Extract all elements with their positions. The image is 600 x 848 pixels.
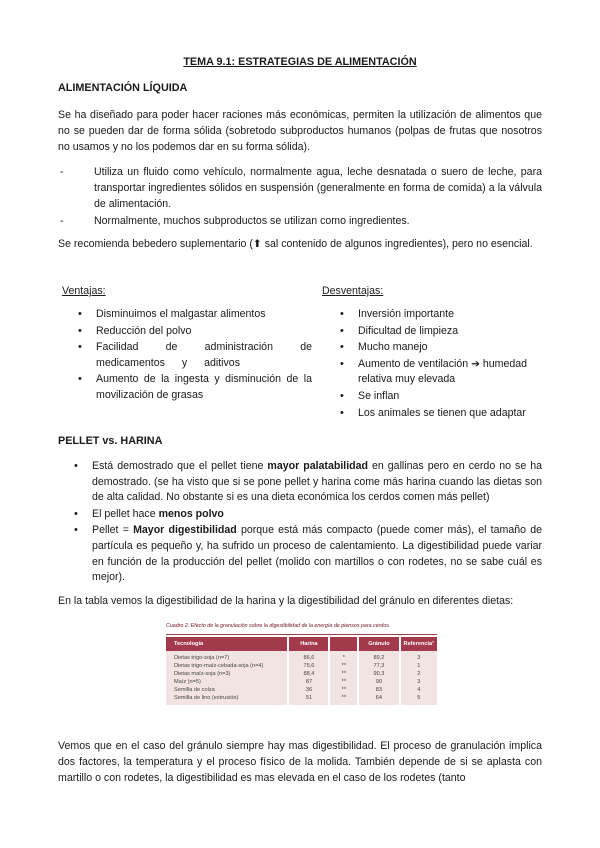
table-row <box>166 651 437 662</box>
table-row <box>166 662 437 670</box>
table-cell: 90,3 <box>358 670 399 678</box>
table-caption: Cuadro 2. Efecto de la granulación sobre la digestibilidad de la energía de piensos para cerdos. <box>166 623 391 629</box>
advantage-item: • Aumento de la ingesta y disminución de la movilización de grasas <box>74 372 312 403</box>
table-cell: Maíz (n=5) <box>166 678 288 686</box>
document-title: TEMA 9.1: ESTRATEGIAS DE ALIMENTACIÓN <box>183 56 417 68</box>
table-cell: 5 <box>400 694 437 705</box>
table-cell: Dietas trigo-soja (n=7) <box>166 651 288 662</box>
table-row <box>166 678 437 686</box>
table-cell: 64 <box>358 694 399 705</box>
table-cell: * <box>329 651 358 662</box>
table-row <box>166 694 437 705</box>
table-cell: 51 <box>288 694 329 705</box>
table-rule <box>166 634 437 635</box>
pellet-item: • El pellet hace menos polvo <box>70 507 542 523</box>
table-cell: ** <box>329 694 358 705</box>
header-cell: Tecnología <box>166 637 288 651</box>
table-cell: ** <box>329 686 358 694</box>
header-cell: Gránulo <box>358 637 399 651</box>
section-heading-pellet: PELLET vs. HARINA <box>58 435 163 447</box>
disadvantages-list <box>336 307 546 422</box>
header-cell: Harina <box>288 637 329 651</box>
table-cell: 89,2 <box>358 651 399 662</box>
pellet-item: • Está demostrado que el pellet tiene mayor palatabilidad en gallinas pero en cerdo no se ha demostrado. (se ha visto que si se pone pellet y harina come más harina cuando las dietas son de alta calidad. No obstante si es una dieta económica los cerdos comen más pellet) <box>70 459 542 506</box>
table-cell: Semilla de colza <box>166 686 288 694</box>
table-cell: 3 <box>400 678 437 686</box>
table-header-row <box>166 637 437 651</box>
intro-paragraph: Se ha diseñado para poder hacer raciones más económicas, permiten la utilización de alimentos que no se pueden dar de forma sólida (sobretodo subproductos humanos (polpas de frutas que nosotros no usamos y no los podemos dar en su forma sólida). <box>58 109 542 153</box>
disadvantage-item: • Inversión importante <box>336 307 546 323</box>
table-cell: 4 <box>400 686 437 694</box>
dash-list <box>60 164 542 230</box>
table-cell: 87 <box>288 678 329 686</box>
table-cell: 77,3 <box>358 662 399 670</box>
disadvantage-item: • Dificultad de limpieza <box>336 324 546 340</box>
table-row <box>166 686 437 694</box>
table-cell: 88,4 <box>288 670 329 678</box>
table-cell: ** <box>329 662 358 670</box>
table-cell: ** <box>329 678 358 686</box>
table-cell: Dietas trigo-maíz-cebada-soja (n=4) <box>166 662 288 670</box>
conclusion-paragraph: Vemos que en el caso del gránulo siempre hay mas digestibilidad. El proceso de granulación implica dos factores, la temperatura y el proceso físico de la molida. También depende de si se aplasta con martillo o con rodetes, la digestibilidad es mas elevada en el caso de los rodetes (tanto <box>58 740 542 784</box>
table-cell: 1 <box>400 662 437 670</box>
table-cell: ** <box>329 670 358 678</box>
table-row <box>166 670 437 678</box>
table-cell: 86,6 <box>288 651 329 662</box>
dash-item: - Utiliza un fluido como vehículo, normalmente agua, leche desnatada o suero de leche, para transportar ingredientes sólidos en suspensión (generalmente en forma de comida) a la válvula de alimentación. <box>60 164 542 212</box>
section-heading-liquid: ALIMENTACIÓN LÍQUIDA <box>58 82 188 94</box>
disadvantage-item: • Aumento de ventilación ➔ humedad relativa muy elevada <box>336 357 546 388</box>
digestibility-table <box>166 637 437 705</box>
table-cell: Dietas maíz-soja (n=3) <box>166 670 288 678</box>
table-cell: 3 <box>400 651 437 662</box>
dash-item: - Normalmente, muchos subproductos se utilizan como ingredientes. <box>60 213 542 229</box>
table-cell: 90 <box>358 678 399 686</box>
table-cell: 83 <box>358 686 399 694</box>
advantage-item: • Reducción del polvo <box>74 324 312 340</box>
advantage-item: • Facilidad de administración de medicamentos y aditivos <box>74 340 312 371</box>
table-cell: Semilla de lino (extrusión) <box>166 694 288 705</box>
disadvantage-item: • Se inflan <box>336 389 546 405</box>
disadvantages-heading: Desventajas: <box>322 285 384 297</box>
table-intro: En la tabla vemos la digestibilidad de la harina y la digestibilidad del gránulo en diferentes dietas: <box>58 595 514 607</box>
header-cell <box>329 637 358 651</box>
advantage-item: • Disminuimos el malgastar alimentos <box>74 307 312 323</box>
table-cell: 75,6 <box>288 662 329 670</box>
table-cell: 2 <box>400 670 437 678</box>
disadvantage-item: • Mucho manejo <box>336 340 546 356</box>
advantages-heading: Ventajas: <box>62 285 106 297</box>
header-cell: Referencia¹ <box>400 637 437 651</box>
pellet-list <box>70 459 542 587</box>
table-cell: 36 <box>288 686 329 694</box>
disadvantage-item: • Los animales se tienen que adaptar <box>336 406 546 422</box>
pellet-item: • Pellet = Mayor digestibilidad porque está más compacto (puede comer más), el tamaño de partícula es pequeño y, ha sufrido un proceso de calentamiento. La digestibilidad puede variar en función de la producción del pellet (molido con martillos o con rodetes, no se sabe cuál es mejor). <box>70 523 542 585</box>
advantages-list <box>74 307 312 405</box>
recommend-paragraph: Se recomienda bebedero suplementario (⬆ sal contenido de algunos ingredientes), pero no esencial. <box>58 238 533 250</box>
